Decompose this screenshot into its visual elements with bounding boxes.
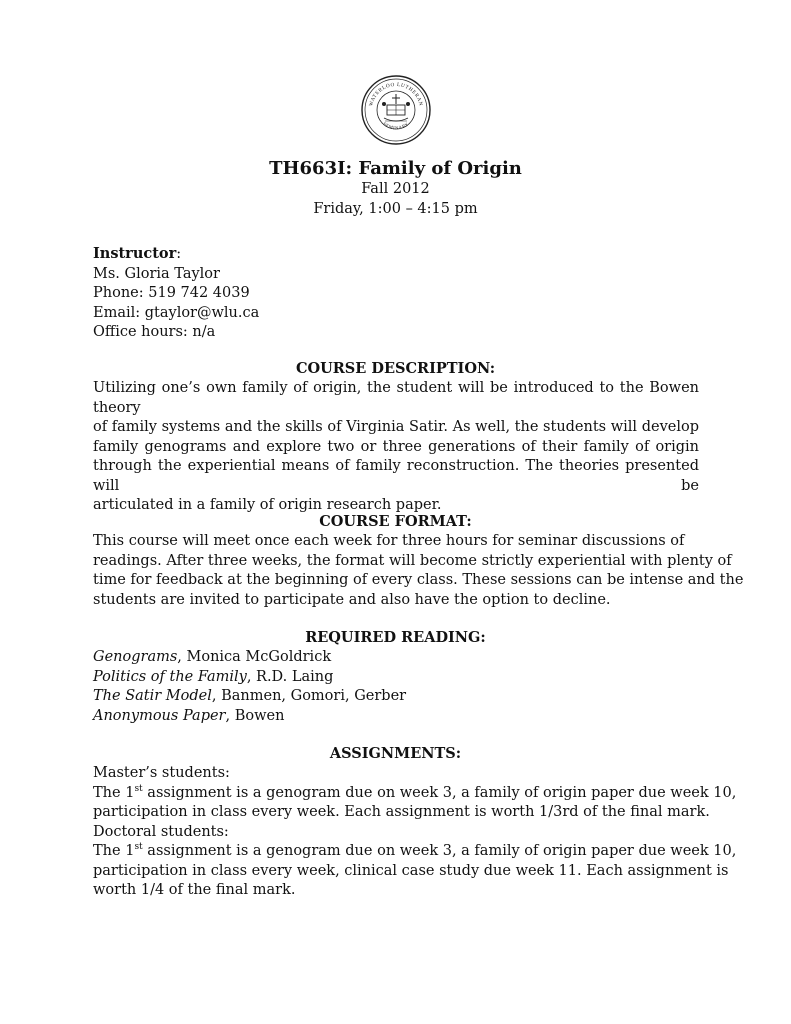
reading-title: Anonymous Paper xyxy=(93,707,226,724)
course-description-line: articulated in a family of origin research paper. xyxy=(93,497,442,513)
reading-author: , R.D. Laing xyxy=(246,668,334,685)
seal-text-bottom: SEMINARY xyxy=(382,121,410,131)
doctoral-label: Doctoral students: xyxy=(93,823,229,840)
instructor-section xyxy=(93,244,713,343)
course-description-line: through the experiential means of family reconstruction. The theories presented will be xyxy=(93,458,699,494)
doctoral-line: worth 1/4 of the final mark. xyxy=(93,882,296,898)
reading-item xyxy=(93,668,713,688)
reading-item xyxy=(93,687,713,707)
instructor-phone: Phone: 519 742 4039 xyxy=(93,285,250,301)
seal-text-top: WATERLOO LUTHERAN xyxy=(368,81,424,107)
doctoral-line: participation in class every week, clinical case study due week 11. Each assignment is xyxy=(93,862,729,879)
assignments-body xyxy=(93,764,737,901)
course-format-line: This course will meet once each week for three hours for seminar discussions of xyxy=(93,533,685,549)
masters-label: Master’s students: xyxy=(93,765,230,781)
reading-title: Politics of the Family xyxy=(93,668,247,685)
course-title: TH663I: Family of Origin xyxy=(269,158,522,179)
course-description-line: Utilizing one’s own family of origin, the student will be introduced to the Bowen theory xyxy=(93,380,699,416)
reading-author: , Monica McGoldrick xyxy=(177,649,332,665)
reading-author: , Bowen xyxy=(225,707,285,724)
course-format-line: students are invited to participate and also have the option to decline. xyxy=(93,591,611,608)
course-description-line: of family systems and the skills of Virginia Satir. As well, the students will develop xyxy=(93,419,699,435)
required-reading-heading: REQUIRED READING: xyxy=(305,629,486,646)
reading-title: The Satir Model xyxy=(93,688,212,704)
assignments-heading: ASSIGNMENTS: xyxy=(329,745,462,762)
course-schedule: Friday, 1:00 – 4:15 pm xyxy=(313,201,478,217)
doctoral-line: The 1st assignment is a genogram due on week 3, a family of origin paper due week 10, xyxy=(93,842,737,859)
svg-text:SEMINARY xyxy=(382,121,410,130)
course-format-heading: COURSE FORMAT: xyxy=(319,513,472,530)
required-reading-list xyxy=(93,648,713,726)
course-description-line: family genograms and explore two or three generations of their family of origin xyxy=(93,438,699,455)
reading-item xyxy=(93,707,713,727)
reading-title: Genograms xyxy=(93,649,178,665)
instructor-email: Email: gtaylor@wlu.ca xyxy=(93,304,260,321)
instructor-office-hours: Office hours: n/a xyxy=(93,324,216,340)
course-description-heading: COURSE DESCRIPTION: xyxy=(295,360,496,377)
course-format-line: readings. After three weeks, the format will become strictly experiential with plenty of xyxy=(93,552,732,569)
course-description-body xyxy=(93,379,699,516)
seminary-seal-logo xyxy=(360,74,432,146)
reading-item xyxy=(93,648,713,668)
masters-line: The 1st assignment is a genogram due on week 3, a family of origin paper due week 10, xyxy=(93,783,737,801)
instructor-heading: Instructor: xyxy=(93,245,182,262)
instructor-name: Ms. Gloria Taylor xyxy=(93,265,220,282)
masters-line: participation in class every week. Each assignment is worth 1/3rd of the final mark. xyxy=(93,804,710,820)
course-format-body xyxy=(93,532,744,610)
course-format-line: time for feedback at the beginning of every class. These sessions can be intense and the xyxy=(93,572,744,588)
course-term: Fall 2012 xyxy=(361,181,430,197)
reading-author: , Banmen, Gomori, Gerber xyxy=(211,688,407,704)
